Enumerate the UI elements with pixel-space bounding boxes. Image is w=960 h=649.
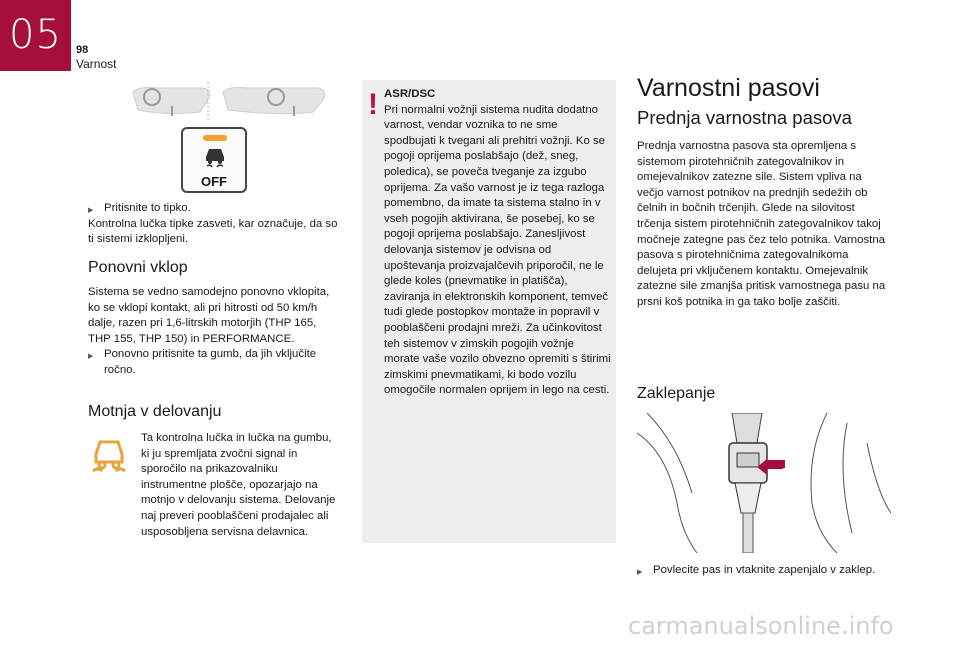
chapter-tab: 05 [0, 0, 71, 71]
seat-belt-text-block [637, 139, 891, 311]
button-off-label: OFF [201, 174, 227, 189]
warning-text-block [384, 87, 612, 399]
reactivation-block [88, 285, 338, 379]
fault-heading: Motnja v delovanju [88, 403, 222, 420]
section-name: Varnost [76, 57, 117, 71]
watermark: carmanualsonline.info [628, 612, 894, 640]
instruction-block [88, 201, 343, 248]
skid-car-icon [202, 145, 228, 169]
locking-instruction-block [637, 563, 897, 579]
seat-belts-title: Varnostni pasovi [637, 74, 820, 102]
reactivation-text: Sistema se vedno samodejno ponovno vklopita, ko se vklopi kontakt, ali pri hitrosti od 50 km/h dalje, razen pri 1,6-litrskih motorjih (THP 165, THP 155, THP 150) in PERFORMANCE. [88, 286, 330, 345]
warning-text: Pri normalni vožnji sistema nudita dodatno varnost, vendar voznika to ne sme spodbujati k tvegani ali prehitri vožnji. Ko se pogoji oprijema poslabšajo (dež, sneg, poledica), se poveča tveganje za izgubo oprijema. Za vašo varnost je iz tega razloga pomembno, da imate ta sistema stalno in v vseh pogojih aktivirana, še posebej, ko se pogoji oprijema poslabšajo. Zanesljivost delovanja sistemov je odvisna od upoštevanja proizvajalčevih priporočil, ne le glede koles (pnevmatike in platišča), zaviranja in elektronskih komponent, temveč tudi glede postopkov montaže in popravil v pooblaščeni prodajni mreži. Za učinkovitost teh sistemov v zimskih pogojih vožnje morate vaše vozilo obvezno opremiti s štirimi zimskimi pnevmatikami, ki bodo vozilu omogočile normalen oprijem in lego na cesti. [384, 103, 611, 397]
front-seat-belts-subtitle: Prednja varnostna pasova [637, 107, 852, 128]
warning-title: ASR/DSC [384, 88, 436, 100]
seat-belt-buckle-illustration [637, 413, 891, 553]
warning-exclamation-icon: ! [368, 88, 378, 121]
instruction-press-button: ▶ Pritisnite to tipko. [88, 201, 343, 217]
esc-off-button-illustration [181, 127, 247, 193]
page-number: 98 [76, 44, 89, 56]
fault-text-block [141, 431, 339, 540]
instruction-description: Kontrolna lučka tipke zasveti, kar označuje, da so ti sistemi izklopljeni. [88, 217, 338, 246]
button-led [203, 135, 227, 141]
locking-heading: Zaklepanje [637, 385, 716, 402]
fault-text: Ta kontrolna lučka in lučka na gumbu, ki ju spremljata zvočni signal in sporočilo na prikazovalniku instrumentne plošče, opozarjajo na motnjo v delovanju sistema. Delovanje naj preveri pooblaščeni prodajalec ali usposobljena servisna delavnica. [141, 432, 336, 538]
locking-bullet: ▶ Povlecite pas in vtaknite zapenjalo v zaklep. [637, 563, 897, 579]
reactivation-heading: Ponovni vklop [88, 259, 188, 276]
reactivation-bullet: ▶ Ponovno pritisnite ta gumb, da jih vključite ročno. [88, 347, 338, 378]
car-dashboard-illustration [128, 80, 338, 122]
fault-warning-icon [90, 436, 128, 474]
seat-belt-text: Prednja varnostna pasova sta opremljena s sistemom pirotehničnih zategovalnikov in omejevalnikov zatezne sile. Sistem vpliva na večjo varnost potnikov na prednjih sedežih ob čelnih in bočnih trčenjih. Glede na silovitost trčenja sistem pirotehničnih zategovalnikov takoj močneje zategne pas čez telo potnika. Varnostna pasova s pirotehničnima zategovalnikoma delujeta pri vključenem kontaktu. Omejevalnik zatezne sile zmanjša pritisk varnostnega pasu na prsni koš potnika in ga tako bolje zaščiti. [637, 140, 886, 308]
